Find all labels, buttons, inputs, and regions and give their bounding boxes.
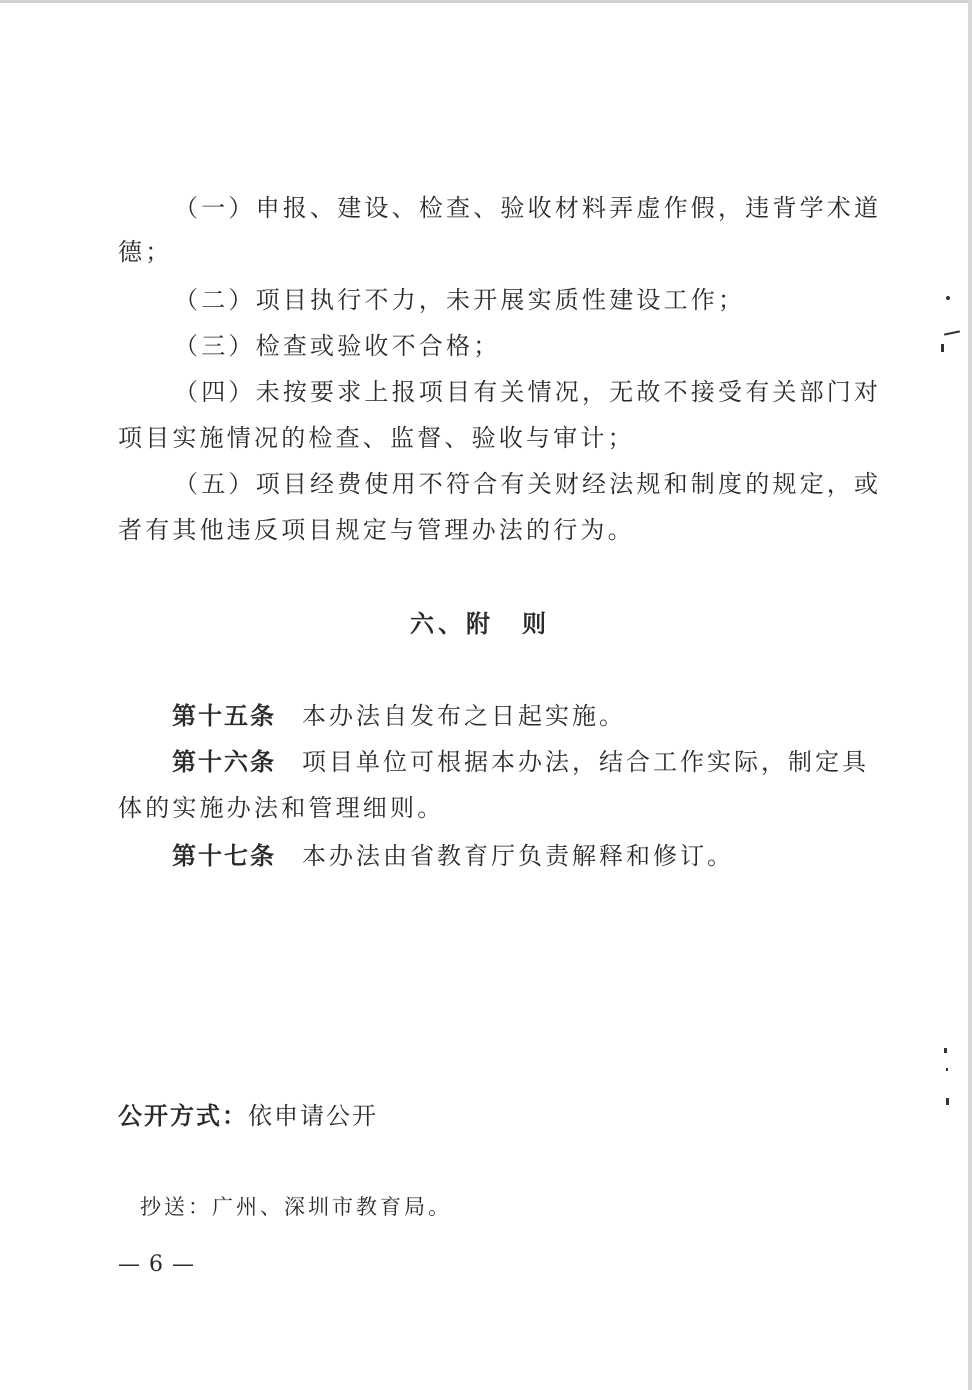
article-16-line-2: 体的实施办法和管理细则。 xyxy=(118,794,445,822)
scan-speck xyxy=(941,344,944,352)
article-16 xyxy=(172,746,869,778)
page-number: — 6 — xyxy=(118,1252,195,1277)
disclosure-method xyxy=(118,1100,378,1132)
disclosure-label: 公开方式： xyxy=(118,1102,248,1130)
article-15-label: 第十五条 xyxy=(172,702,276,730)
item-1-line-2: 德； xyxy=(118,238,173,266)
article-16-text: 项目单位可根据本办法，结合工作实际，制定具 xyxy=(302,748,869,776)
article-15 xyxy=(172,700,626,732)
item-2-line-1: （二）项目执行不力，未开展实质性建设工作； xyxy=(174,286,746,314)
scan-speck xyxy=(946,1098,949,1105)
article-17-text: 本办法由省教育厅负责解释和修订。 xyxy=(302,842,734,870)
article-15-text: 本办法自发布之日起实施。 xyxy=(302,702,626,730)
section-heading: 六、附 则 xyxy=(410,610,550,638)
item-1-line-1: （一）申报、建设、检查、验收材料弄虚作假，违背学术道 xyxy=(174,194,882,222)
scan-right-edge xyxy=(968,0,972,1390)
item-4-line-1: （四）未按要求上报项目有关情况，无故不接受有关部门对 xyxy=(174,378,882,406)
item-4-line-2: 项目实施情况的检查、监督、验收与审计； xyxy=(118,424,635,452)
item-5-line-2: 者有其他违反项目规定与管理办法的行为。 xyxy=(118,516,635,544)
scan-speck xyxy=(946,296,950,300)
article-17-label: 第十七条 xyxy=(172,842,276,870)
article-17 xyxy=(172,840,734,872)
scan-top-edge xyxy=(0,0,972,3)
scan-speck xyxy=(946,1068,948,1071)
scan-speck xyxy=(944,1048,947,1053)
cc-recipients: 抄送：广州、深圳市教育局。 xyxy=(140,1195,452,1219)
item-3-line-1: （三）检查或验收不合格； xyxy=(174,332,501,360)
article-16-label: 第十六条 xyxy=(172,748,276,776)
item-5-line-1: （五）项目经费使用不符合有关财经法规和制度的规定，或 xyxy=(174,470,882,498)
disclosure-value: 依申请公开 xyxy=(248,1102,378,1130)
scan-speck xyxy=(944,330,960,335)
